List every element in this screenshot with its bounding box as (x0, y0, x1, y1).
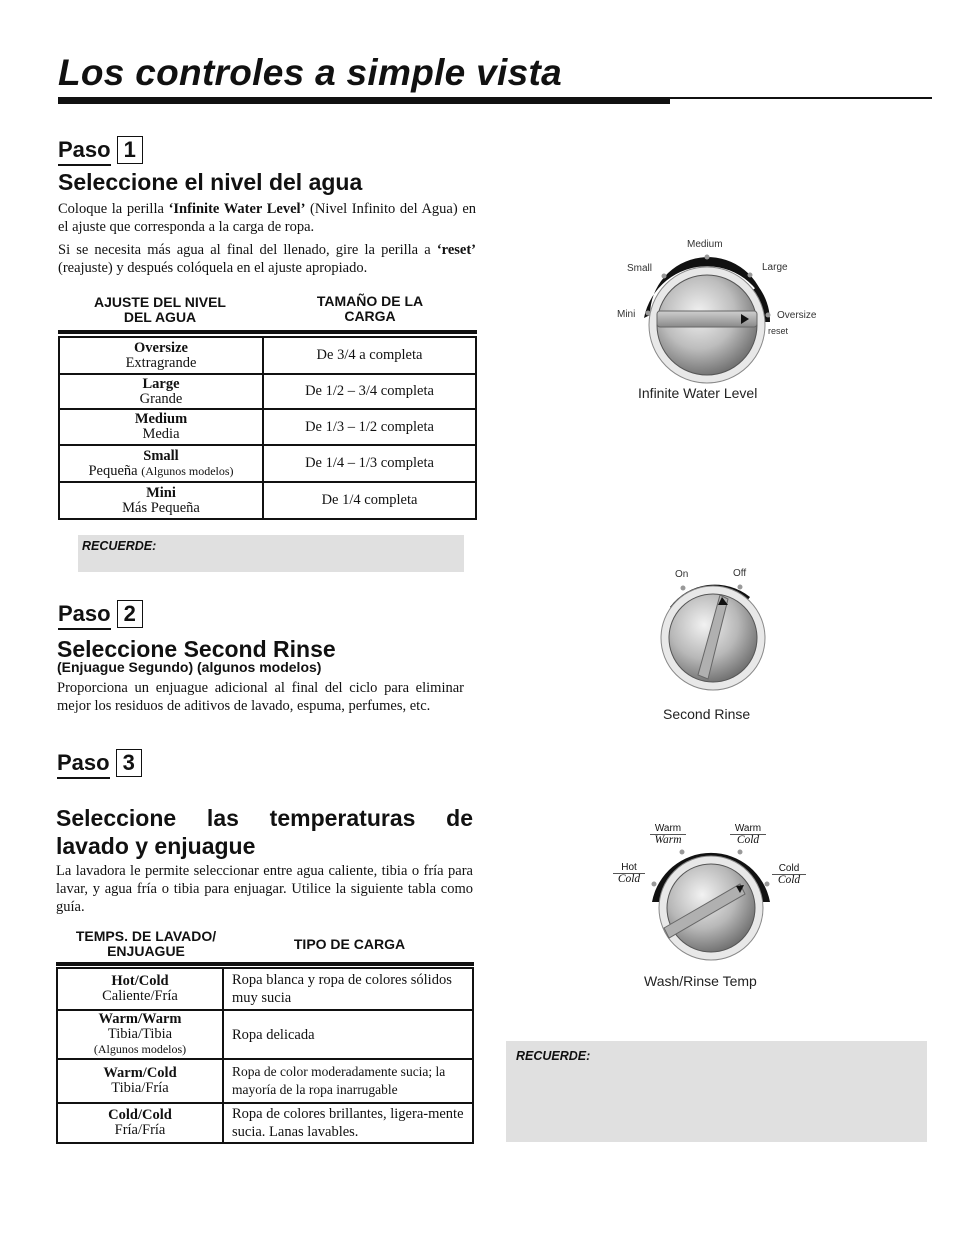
step1-reminder-box (78, 535, 464, 572)
knob-label-mini: Mini (617, 309, 636, 320)
step2-number: 2 (117, 600, 143, 628)
setting-note: (Algunos modelos) (141, 463, 234, 478)
table-cell (57, 1103, 223, 1143)
table1-top-rule (58, 330, 477, 334)
table-row (57, 968, 473, 1010)
table-cell (59, 445, 263, 482)
knob-label-hot-cold (613, 862, 645, 885)
knob-label-wash: Warm (730, 823, 766, 835)
step3-paso: Paso (57, 750, 110, 779)
table-cell: De 1/3 – 1/2 completa (263, 409, 476, 445)
knob-label-rinse: Cold (777, 874, 801, 886)
step1-para1-text-c: (Nivel Infinito del Agua) en el ajuste que corresponda a la carga de ropa. (58, 201, 477, 235)
knob-label-reset: reset (768, 326, 789, 336)
step3-reminder-label: RECUERDE: (516, 1049, 591, 1063)
step3-label (57, 749, 142, 779)
step2-heading: Seleccione Second Rinse (57, 636, 336, 662)
step2-paso: Paso (58, 601, 111, 630)
knob-label-rinse: Cold (736, 834, 760, 846)
table2-header-type: TIPO DE CARGA (293, 936, 406, 952)
step1-para2-text-a: Si se necesita más agua al final del llenado, gire la perilla a (58, 242, 437, 258)
step1-paragraph-2 (58, 241, 476, 277)
table-cell: De 1/4 completa (263, 482, 476, 519)
table-cell: Ropa de color moderadamente sucia; la mayoría de la ropa inarrugable (223, 1059, 473, 1103)
temp-en: Warm/Cold (103, 1065, 177, 1081)
step2-label (58, 600, 143, 630)
step1-paso: Paso (58, 137, 111, 166)
knob-label-large: Large (762, 262, 788, 273)
table-cell (59, 482, 263, 519)
table2-header-temps: TEMPS. DE LAVADO/ ENJUAGUE (75, 928, 217, 959)
table-row (59, 409, 476, 445)
step1-para1-bold: ‘Infinite Water Level’ (168, 201, 306, 217)
knob-label-medium: Medium (687, 239, 723, 250)
table-row (59, 374, 476, 409)
title-rule-thin (670, 97, 932, 99)
wash-rinse-temp-knob[interactable] (640, 838, 780, 963)
step3-reminder-box (506, 1041, 927, 1142)
table-cell: Ropa blanca y ropa de colores sólidos muy sucia (223, 968, 473, 1010)
temp-es: Tibia/Fría (111, 1080, 169, 1096)
table-cell: De 3/4 a completa (263, 337, 476, 374)
table2-top-rule (56, 962, 474, 966)
knob-label-rinse: Cold (617, 873, 641, 885)
table-cell (57, 1010, 223, 1059)
table-cell (59, 409, 263, 445)
step1-paragraph-1 (58, 200, 476, 236)
table-cell: De 1/2 – 3/4 completa (263, 374, 476, 409)
temperature-table (56, 967, 474, 1144)
temp-es: Tibia/Tibia (107, 1026, 173, 1042)
setting-es: Extragrande (125, 354, 197, 371)
knob-label-off: Off (733, 568, 747, 579)
knob-label-rinse: Warm (654, 834, 682, 846)
knob-label-wash: Cold (772, 863, 806, 875)
step2-paragraph: Proporciona un enjuague adicional al final del ciclo para eliminar mejor los residuos de aditivos de lavado, espuma, perfumes, etc. (57, 680, 464, 714)
step1-number: 1 (117, 136, 143, 164)
table-row (59, 482, 476, 519)
temp-en: Cold/Cold (108, 1107, 172, 1123)
setting-es: Grande (139, 390, 183, 407)
knob-label-on: On (675, 569, 689, 580)
knob-label-cold-cold (772, 863, 806, 886)
setting-es: Más Pequeña (122, 499, 200, 516)
step1-heading: Seleccione el nivel del agua (58, 169, 363, 195)
table-cell: De 1/4 – 1/3 completa (263, 445, 476, 482)
step1-label (58, 136, 143, 166)
knob-label-warm-warm (650, 823, 686, 846)
table-cell (59, 374, 263, 409)
table-row (57, 1010, 473, 1059)
temp-note: (Algunos modelos) (93, 1042, 187, 1056)
step1-para1-text-a: Coloque la perilla (58, 201, 169, 217)
setting-es: Pequeña (88, 462, 138, 479)
setting-en: Mini (146, 484, 176, 501)
temp-en: Hot/Cold (111, 973, 169, 989)
table-row (57, 1059, 473, 1103)
knob-label-wash: Warm (650, 823, 686, 835)
table-cell (57, 968, 223, 1010)
knob-label-small: Small (627, 263, 653, 274)
table1-header-size: TAMAÑO DE LA CARGA (316, 293, 424, 324)
temp-es: Fría/Fría (114, 1122, 166, 1138)
table-row (59, 337, 476, 374)
table-cell: Ropa delicada (223, 1010, 473, 1059)
knob-rinse-title: Second Rinse (663, 706, 751, 722)
setting-en: Medium (134, 411, 188, 427)
table-cell (59, 337, 263, 374)
knob-temp-title: Wash/Rinse Temp (644, 973, 757, 989)
step2-subheading: (Enjuague Segundo) (algunos modelos) (57, 659, 322, 675)
step3-paragraph: La lavadora le permite seleccionar entre agua caliente, tibia o fría para lavar, y agua fría o tibia para enjuagar. Utilice la siguiente tabla como guía. (56, 863, 473, 915)
knob-water-title: Infinite Water Level (638, 385, 758, 401)
knob-label-warm-cold (730, 823, 766, 846)
step3-heading: Seleccione las temperaturas de lavado y enjuague (56, 805, 473, 859)
table-cell (57, 1059, 223, 1103)
title-rule-thick (58, 97, 670, 104)
second-rinse-knob[interactable] (650, 575, 780, 695)
setting-en: Large (142, 375, 180, 392)
table1-header-setting: AJUSTE DEL NIVEL DEL AGUA (94, 294, 226, 325)
setting-es: Media (142, 426, 180, 442)
setting-en: Oversize (134, 339, 188, 356)
step1-reminder-label: RECUERDE: (82, 539, 157, 553)
temp-es: Caliente/Fría (102, 988, 178, 1004)
step1-para2-text-c: (reajuste) y después colóquela en el ajuste apropiado. (58, 260, 368, 276)
table-row (57, 1103, 473, 1143)
water-level-table (58, 336, 477, 520)
temp-en: Warm/Warm (98, 1011, 182, 1027)
table-cell: Ropa de colores brillantes, ligera-mente sucia. Lanas lavables. (223, 1103, 473, 1143)
step1-para2-bold: ‘reset’ (436, 242, 476, 258)
table-row (59, 445, 476, 482)
page-title: Los controles a simple vista (58, 52, 562, 93)
knob-label-wash: Hot (613, 862, 645, 874)
step3-number: 3 (116, 749, 142, 777)
setting-en: Small (143, 447, 179, 464)
knob-label-oversize: Oversize (777, 310, 817, 321)
